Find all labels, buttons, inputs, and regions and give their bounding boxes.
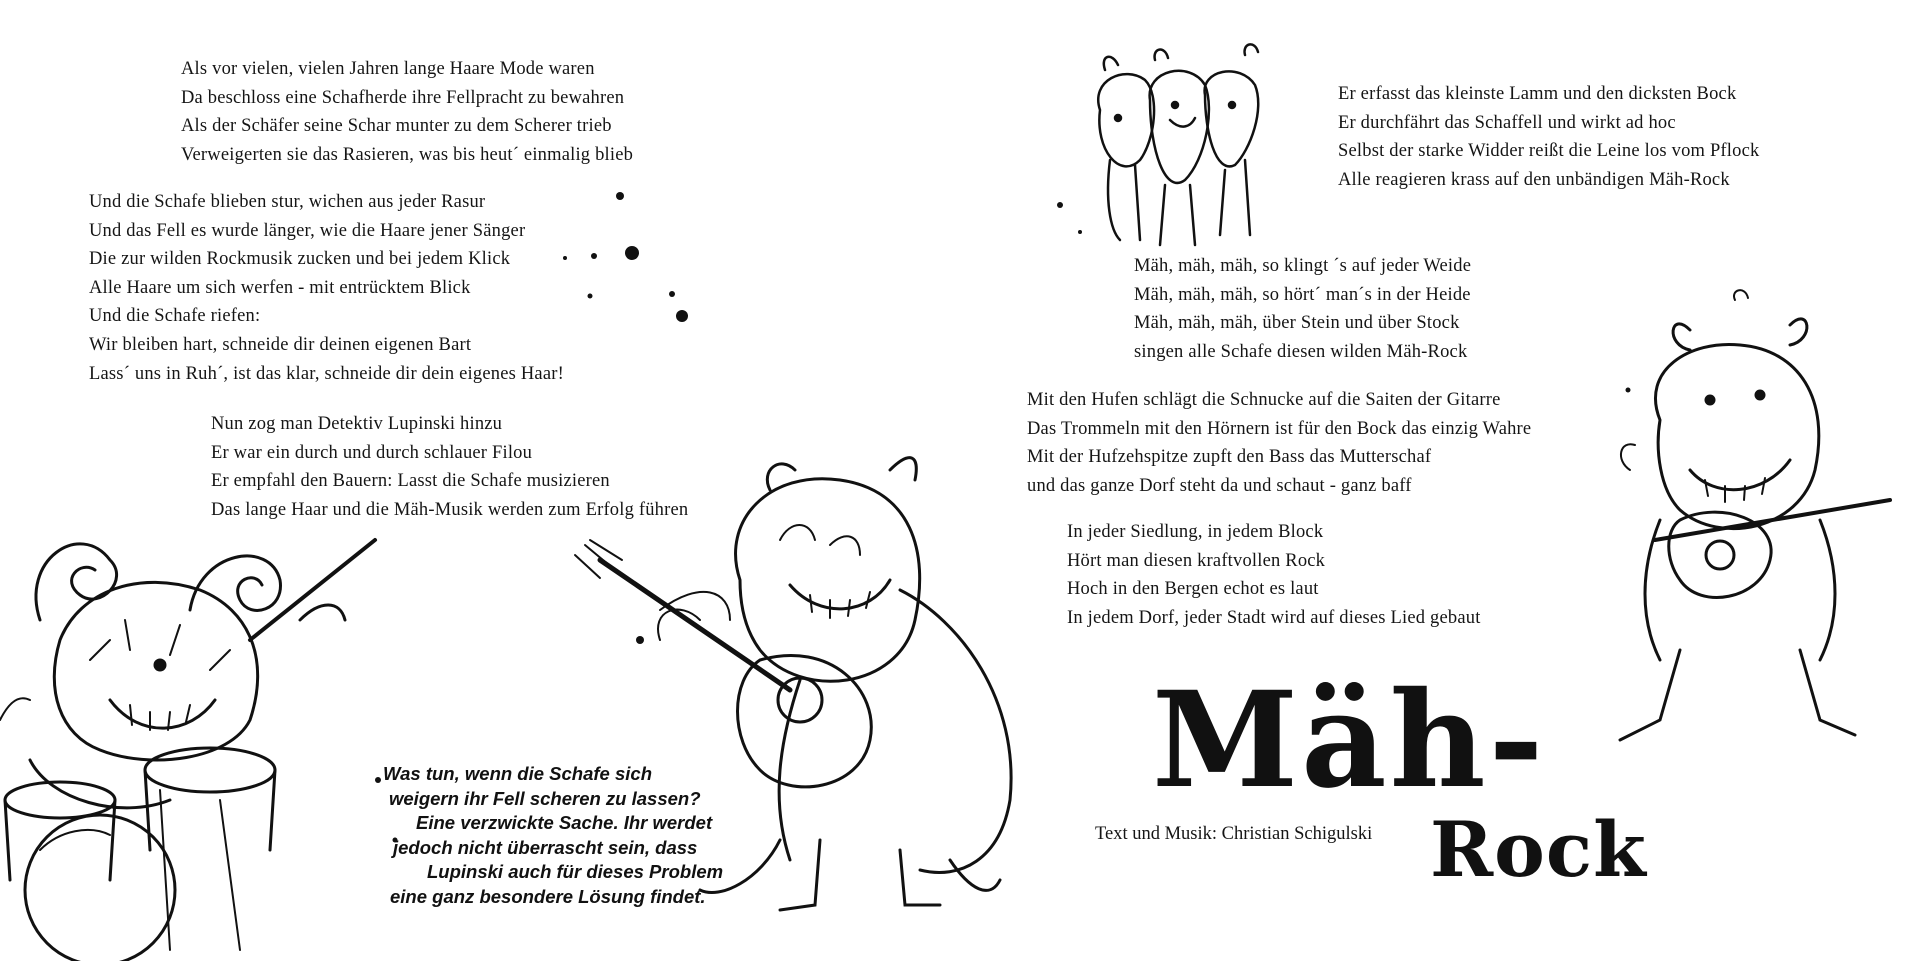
lyrics-stanza-1: [181, 55, 633, 169]
lyrics-stanza-4: [1338, 80, 1759, 194]
lyric-line: Als vor vielen, vielen Jahren lange Haare Mode waren: [181, 59, 595, 79]
song-title-line-1: Mäh-: [1152, 663, 1547, 818]
sheep-group-illustration: [1098, 44, 1258, 245]
intro-line: Eine verzwickte Sache. Ihr werdet: [416, 812, 713, 834]
lyric-line: Und die Schafe blieben stur, wichen aus jeder Rasur: [89, 192, 486, 212]
lyric-line: Nun zog man Detektiv Lupinski hinzu: [211, 414, 503, 434]
lyric-line: Alle reagieren krass auf den unbändigen Mäh-Rock: [1338, 169, 1730, 190]
intro-line: eine ganz besondere Lösung findet.: [390, 885, 706, 907]
song-credit: Text und Musik: Christian Schigulski: [1095, 824, 1373, 844]
lyric-line: Er war ein durch und durch schlauer Filou: [211, 442, 533, 463]
lyric-line: Die zur wilden Rockmusik zucken und bei jedem Klick: [89, 249, 511, 270]
intro-line: Lupinski auch für dieses Problem: [427, 861, 724, 883]
lyric-line: Mäh, mäh, mäh, so klingt ´s auf jeder Weide: [1134, 256, 1472, 276]
lyric-line: Hoch in den Bergen echot es laut: [1067, 579, 1319, 600]
lyric-line: Alle Haare um sich werfen - mit entrücktem Blick: [89, 277, 471, 298]
lyrics-stanza-2: [89, 188, 564, 388]
lyric-line: Er durchfährt das Schaffell und wirkt ad hoc: [1338, 112, 1676, 133]
lyric-line: Hört man diesen kraftvollen Rock: [1067, 550, 1326, 571]
lyric-line: Verweigerten sie das Rasieren, was bis heut´ einmalig blieb: [181, 144, 634, 165]
lyric-line: Da beschloss eine Schafherde ihre Fellpracht zu bewahren: [181, 87, 625, 108]
lyric-line: Wir bleiben hart, schneide dir deinen eigenen Bart: [89, 334, 472, 355]
lyric-line: In jeder Siedlung, in jedem Block: [1067, 522, 1324, 542]
lyric-line: Und die Schafe riefen:: [89, 306, 261, 327]
lyric-line: Das lange Haar und die Mäh-Musik werden zum Erfolg führen: [211, 499, 689, 520]
lyric-line: In jedem Dorf, jeder Stadt wird auf dieses Lied gebaut: [1067, 607, 1481, 628]
lyrics-stanza-6: [1067, 518, 1481, 632]
drummer-sheep-illustration: [0, 540, 375, 961]
lyric-line: Mäh, mäh, mäh, so hört´ man´s in der Heide: [1134, 284, 1471, 305]
lyric-line: Selbst der starke Widder reißt die Leine los vom Pflock: [1338, 141, 1760, 162]
intro-line: jedoch nicht überrascht sein, dass: [393, 836, 698, 858]
intro-line: weigern ihr Fell scheren zu lassen?: [389, 787, 701, 809]
lyric-line: Und das Fell es wurde länger, wie die Haare jener Sänger: [89, 220, 526, 241]
lyric-line: Mit der Hufzehspitze zupft den Bass das Mutterschaf: [1027, 447, 1432, 468]
lyrics-stanza-3: [211, 410, 688, 524]
intro-line: Was tun, wenn die Schafe sich: [383, 763, 652, 784]
lyrics-chorus: [1134, 252, 1471, 366]
lyric-line: singen alle Schafe diesen wilden Mäh-Rock: [1134, 341, 1468, 362]
intro-text: [383, 762, 723, 910]
bass-sheep-illustration: [1620, 290, 1890, 740]
lyric-line: Das Trommeln mit den Hörnern ist für den Bock das einzig Wahre: [1027, 418, 1532, 439]
lyric-line: und das ganze Dorf steht da und schaut - ganz baff: [1027, 475, 1412, 496]
song-title-line-2: Rock: [1430, 805, 1647, 894]
lyrics-stanza-5: [1027, 386, 1531, 500]
lyric-line: Lass´ uns in Ruh´, ist das klar, schneide dir dein eigenes Haar!: [89, 363, 564, 384]
lyric-line: Er erfasst das kleinste Lamm und den dicksten Bock: [1338, 84, 1737, 104]
lyric-line: Er empfahl den Bauern: Lasst die Schafe musizieren: [211, 471, 610, 492]
lyric-line: Als der Schäfer seine Schar munter zu dem Scherer trieb: [181, 116, 612, 137]
lyric-line: Mit den Hufen schlägt die Schnucke auf die Saiten der Gitarre: [1027, 390, 1501, 410]
lyric-line: Mäh, mäh, mäh, über Stein und über Stock: [1134, 313, 1460, 334]
